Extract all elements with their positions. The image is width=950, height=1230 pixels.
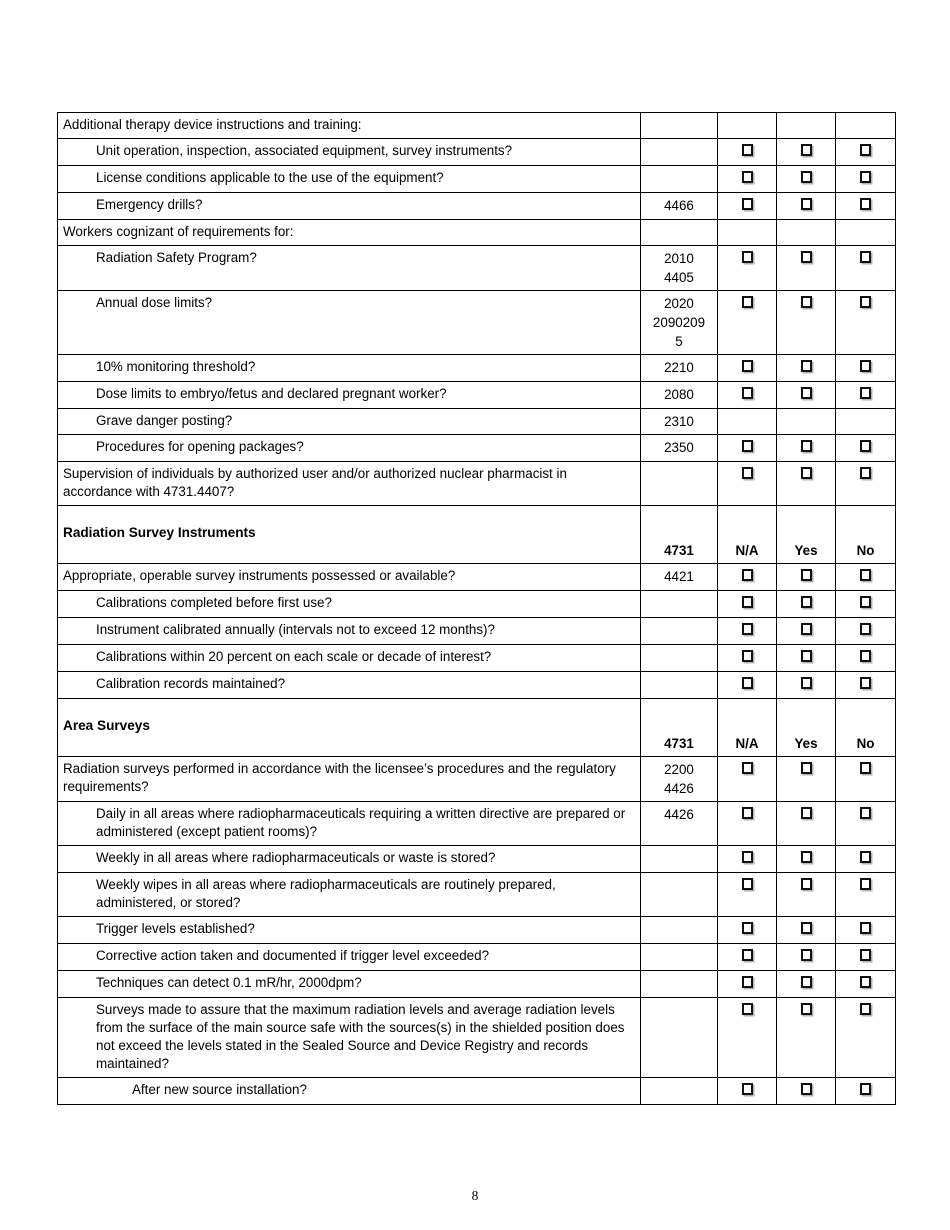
- table-row: [58, 382, 896, 409]
- code-column-header: 4731: [641, 699, 718, 757]
- no-cell: [836, 591, 896, 618]
- yes-checkbox[interactable]: [801, 851, 812, 863]
- no-column-header: No: [836, 506, 896, 564]
- na-cell: [718, 645, 777, 672]
- no-checkbox[interactable]: [860, 976, 871, 988]
- yes-checkbox[interactable]: [801, 569, 812, 581]
- code-text: 4421: [664, 569, 694, 584]
- na-column-header: N/A: [718, 699, 777, 757]
- page-number: 8: [471, 1188, 479, 1203]
- na-checkbox[interactable]: [742, 198, 753, 210]
- yes-checkbox[interactable]: [801, 296, 812, 308]
- code-cell: [641, 1078, 718, 1105]
- section-header-row: [58, 699, 896, 757]
- question-cell: [58, 757, 641, 802]
- table-row: [58, 409, 896, 435]
- no-checkbox[interactable]: [860, 360, 871, 372]
- question-cell: [58, 291, 641, 355]
- code-cell: [641, 462, 718, 506]
- code-cell: [641, 591, 718, 618]
- code-cell: [641, 435, 718, 462]
- code-cell: [641, 998, 718, 1078]
- question-text: Dose limits to embryo/fetus and declared pregnant worker?: [96, 386, 447, 401]
- question-text: Calibration records maintained?: [96, 676, 286, 691]
- no-cell: [836, 382, 896, 409]
- no-cell: [836, 564, 896, 591]
- yes-cell: [777, 409, 836, 435]
- question-cell: [58, 591, 641, 618]
- na-checkbox[interactable]: [742, 851, 753, 863]
- yes-checkbox[interactable]: [801, 1003, 812, 1015]
- question-cell: [58, 382, 641, 409]
- na-cell: [718, 846, 777, 873]
- na-cell: [718, 382, 777, 409]
- na-cell: [718, 917, 777, 944]
- code-text: 2090209: [652, 315, 706, 330]
- table-row: [58, 873, 896, 917]
- na-cell: [718, 435, 777, 462]
- no-cell: [836, 193, 896, 220]
- no-checkbox[interactable]: [860, 467, 871, 479]
- code-cell: [641, 645, 718, 672]
- no-cell: [836, 998, 896, 1078]
- yes-checkbox[interactable]: [801, 922, 812, 934]
- code-text: 5: [675, 334, 683, 349]
- question-cell: [58, 802, 641, 846]
- table-row: [58, 166, 896, 193]
- na-cell: [718, 591, 777, 618]
- code-text: 2210: [664, 360, 694, 375]
- yes-checkbox[interactable]: [801, 251, 812, 263]
- na-cell: [718, 672, 777, 699]
- question-cell: [58, 1078, 641, 1105]
- yes-checkbox[interactable]: [801, 467, 812, 479]
- code-cell: [641, 802, 718, 846]
- no-cell: [836, 846, 896, 873]
- code-cell: [641, 220, 718, 246]
- question-cell: [58, 873, 641, 917]
- na-checkbox[interactable]: [742, 467, 753, 479]
- no-checkbox[interactable]: [860, 650, 871, 662]
- code-text: 2010: [664, 251, 694, 266]
- na-checkbox[interactable]: [742, 251, 753, 263]
- no-cell: [836, 757, 896, 802]
- na-checkbox[interactable]: [742, 677, 753, 689]
- code-cell: [641, 564, 718, 591]
- yes-column-header: Yes: [777, 506, 836, 564]
- na-cell: [718, 564, 777, 591]
- question-cell: [58, 246, 641, 291]
- question-cell: [58, 672, 641, 699]
- section-header-row: [58, 506, 896, 564]
- code-text: 2080: [664, 387, 694, 402]
- no-cell: [836, 802, 896, 846]
- na-cell: [718, 618, 777, 645]
- yes-checkbox[interactable]: [801, 677, 812, 689]
- yes-checkbox[interactable]: [801, 762, 812, 774]
- no-checkbox[interactable]: [860, 251, 871, 263]
- no-cell: [836, 220, 896, 246]
- question-text: Calibrations completed before first use?: [96, 595, 332, 610]
- question-text: Trigger levels established?: [96, 921, 255, 936]
- table-row: [58, 246, 896, 291]
- no-cell: [836, 672, 896, 699]
- yes-checkbox[interactable]: [801, 623, 812, 635]
- na-checkbox[interactable]: [742, 807, 753, 819]
- question-cell: [58, 618, 641, 645]
- yes-checkbox[interactable]: [801, 387, 812, 399]
- table-row: [58, 220, 896, 246]
- na-cell: [718, 757, 777, 802]
- no-cell: [836, 139, 896, 166]
- no-cell: [836, 462, 896, 506]
- code-column-header: 4731: [641, 506, 718, 564]
- question-cell: [58, 355, 641, 382]
- code-cell: [641, 139, 718, 166]
- na-checkbox[interactable]: [742, 976, 753, 988]
- checklist-table-body: [58, 113, 896, 1105]
- code-text: 2350: [664, 440, 694, 455]
- question-text: Additional therapy device instructions and training:: [63, 117, 362, 132]
- question-cell: [58, 220, 641, 246]
- yes-cell: [777, 166, 836, 193]
- yes-cell: [777, 645, 836, 672]
- question-text: Radiation surveys performed in accordance with the licensee’s procedures and the regulatory requirements?: [63, 761, 616, 794]
- section-title: Radiation Survey Instruments: [63, 525, 256, 540]
- no-checkbox[interactable]: [860, 922, 871, 934]
- yes-cell: [777, 971, 836, 998]
- no-checkbox[interactable]: [860, 1003, 871, 1015]
- yes-column-header: Yes: [777, 699, 836, 757]
- na-checkbox[interactable]: [742, 1083, 753, 1095]
- code-text: 4426: [664, 781, 694, 796]
- question-cell: [58, 564, 641, 591]
- no-checkbox[interactable]: [860, 440, 871, 452]
- na-cell: [718, 291, 777, 355]
- question-text: 10% monitoring threshold?: [96, 359, 256, 374]
- na-checkbox[interactable]: [742, 878, 753, 890]
- table-row: [58, 944, 896, 971]
- code-cell: [641, 618, 718, 645]
- no-checkbox[interactable]: [860, 296, 871, 308]
- na-column-header: N/A: [718, 506, 777, 564]
- na-cell: [718, 220, 777, 246]
- na-checkbox[interactable]: [742, 762, 753, 774]
- table-row: [58, 998, 896, 1078]
- yes-cell: [777, 998, 836, 1078]
- no-cell: [836, 113, 896, 139]
- yes-cell: [777, 917, 836, 944]
- yes-cell: [777, 591, 836, 618]
- section-title-cell: [58, 699, 641, 757]
- code-text: 4405: [664, 270, 694, 285]
- no-cell: [836, 873, 896, 917]
- na-cell: [718, 409, 777, 435]
- na-cell: [718, 1078, 777, 1105]
- no-checkbox[interactable]: [860, 596, 871, 608]
- no-checkbox[interactable]: [860, 198, 871, 210]
- yes-cell: [777, 435, 836, 462]
- no-column-header: No: [836, 699, 896, 757]
- no-cell: [836, 409, 896, 435]
- question-cell: [58, 645, 641, 672]
- yes-cell: [777, 246, 836, 291]
- code-cell: [641, 193, 718, 220]
- no-checkbox[interactable]: [860, 807, 871, 819]
- yes-cell: [777, 220, 836, 246]
- na-cell: [718, 166, 777, 193]
- no-checkbox[interactable]: [860, 851, 871, 863]
- yes-checkbox[interactable]: [801, 144, 812, 156]
- yes-cell: [777, 564, 836, 591]
- yes-cell: [777, 1078, 836, 1105]
- table-row: [58, 435, 896, 462]
- question-cell: [58, 846, 641, 873]
- yes-checkbox[interactable]: [801, 949, 812, 961]
- question-cell: [58, 409, 641, 435]
- code-cell: [641, 971, 718, 998]
- question-cell: [58, 193, 641, 220]
- question-text: Unit operation, inspection, associated equipment, survey instruments?: [96, 143, 513, 158]
- question-cell: [58, 113, 641, 139]
- no-cell: [836, 166, 896, 193]
- question-text: Grave danger posting?: [96, 413, 233, 428]
- na-cell: [718, 944, 777, 971]
- code-cell: [641, 382, 718, 409]
- no-checkbox[interactable]: [860, 677, 871, 689]
- yes-cell: [777, 802, 836, 846]
- na-cell: [718, 802, 777, 846]
- code-text: 4466: [664, 198, 694, 213]
- table-row: [58, 564, 896, 591]
- question-cell: [58, 917, 641, 944]
- code-cell: [641, 246, 718, 291]
- yes-cell: [777, 113, 836, 139]
- code-text: 2020: [664, 296, 694, 311]
- no-checkbox[interactable]: [860, 949, 871, 961]
- na-checkbox[interactable]: [742, 1003, 753, 1015]
- no-cell: [836, 435, 896, 462]
- yes-cell: [777, 139, 836, 166]
- table-row: [58, 1078, 896, 1105]
- na-cell: [718, 246, 777, 291]
- na-cell: [718, 355, 777, 382]
- code-cell: [641, 409, 718, 435]
- no-checkbox[interactable]: [860, 144, 871, 156]
- table-row: [58, 672, 896, 699]
- yes-checkbox[interactable]: [801, 171, 812, 183]
- na-cell: [718, 971, 777, 998]
- yes-cell: [777, 757, 836, 802]
- na-cell: [718, 139, 777, 166]
- yes-cell: [777, 291, 836, 355]
- na-cell: [718, 462, 777, 506]
- table-row: [58, 139, 896, 166]
- na-checkbox[interactable]: [742, 171, 753, 183]
- question-text: License conditions applicable to the use of the equipment?: [96, 170, 444, 185]
- yes-cell: [777, 618, 836, 645]
- question-text: Workers cognizant of requirements for:: [63, 224, 294, 239]
- no-checkbox[interactable]: [860, 387, 871, 399]
- table-row: [58, 846, 896, 873]
- yes-checkbox[interactable]: [801, 440, 812, 452]
- yes-checkbox[interactable]: [801, 976, 812, 988]
- table-row: [58, 757, 896, 802]
- yes-cell: [777, 355, 836, 382]
- no-checkbox[interactable]: [860, 569, 871, 581]
- table-row: [58, 802, 896, 846]
- question-cell: [58, 139, 641, 166]
- na-checkbox[interactable]: [742, 360, 753, 372]
- yes-checkbox[interactable]: [801, 878, 812, 890]
- code-text: 4426: [664, 807, 694, 822]
- question-text: Emergency drills?: [96, 197, 203, 212]
- code-cell: [641, 113, 718, 139]
- code-cell: [641, 355, 718, 382]
- na-checkbox[interactable]: [742, 387, 753, 399]
- no-cell: [836, 1078, 896, 1105]
- no-checkbox[interactable]: [860, 1083, 871, 1095]
- na-checkbox[interactable]: [742, 623, 753, 635]
- question-text: Calibrations within 20 percent on each scale or decade of interest?: [96, 649, 492, 664]
- na-checkbox[interactable]: [742, 144, 753, 156]
- question-cell: [58, 998, 641, 1078]
- yes-cell: [777, 873, 836, 917]
- code-cell: [641, 944, 718, 971]
- no-cell: [836, 917, 896, 944]
- table-row: [58, 618, 896, 645]
- yes-checkbox[interactable]: [801, 360, 812, 372]
- no-checkbox[interactable]: [860, 171, 871, 183]
- question-text: Corrective action taken and documented if trigger level exceeded?: [96, 948, 490, 963]
- code-cell: [641, 846, 718, 873]
- code-cell: [641, 757, 718, 802]
- question-text: Procedures for opening packages?: [96, 439, 304, 454]
- question-text: After new source installation?: [132, 1082, 307, 1097]
- question-cell: [58, 971, 641, 998]
- table-row: [58, 971, 896, 998]
- na-checkbox[interactable]: [742, 949, 753, 961]
- table-row: [58, 917, 896, 944]
- question-text: Appropriate, operable survey instruments possessed or available?: [63, 568, 456, 583]
- section-title: Area Surveys: [63, 718, 150, 733]
- no-checkbox[interactable]: [860, 878, 871, 890]
- table-row: [58, 291, 896, 355]
- na-checkbox[interactable]: [742, 440, 753, 452]
- question-text: Daily in all areas where radiopharmaceuticals requiring a written directive are prepared or administered (except patient rooms)?: [96, 806, 626, 839]
- question-text: Weekly in all areas where radiopharmaceuticals or waste is stored?: [96, 850, 496, 865]
- yes-cell: [777, 462, 836, 506]
- question-cell: [58, 944, 641, 971]
- yes-cell: [777, 944, 836, 971]
- table-row: [58, 591, 896, 618]
- yes-checkbox[interactable]: [801, 650, 812, 662]
- no-cell: [836, 944, 896, 971]
- question-text: Radiation Safety Program?: [96, 250, 257, 265]
- code-text: 2310: [664, 414, 694, 429]
- na-cell: [718, 998, 777, 1078]
- na-checkbox[interactable]: [742, 922, 753, 934]
- section-title-cell: [58, 506, 641, 564]
- na-cell: [718, 873, 777, 917]
- table-row: [58, 645, 896, 672]
- table-row: [58, 193, 896, 220]
- yes-cell: [777, 846, 836, 873]
- no-cell: [836, 645, 896, 672]
- question-cell: [58, 462, 641, 506]
- code-text: 2200: [664, 762, 694, 777]
- yes-cell: [777, 193, 836, 220]
- na-checkbox[interactable]: [742, 296, 753, 308]
- code-cell: [641, 166, 718, 193]
- yes-cell: [777, 672, 836, 699]
- na-checkbox[interactable]: [742, 650, 753, 662]
- na-cell: [718, 113, 777, 139]
- na-cell: [718, 193, 777, 220]
- table-row: [58, 355, 896, 382]
- question-cell: [58, 166, 641, 193]
- yes-checkbox[interactable]: [801, 1083, 812, 1095]
- yes-cell: [777, 382, 836, 409]
- no-checkbox[interactable]: [860, 762, 871, 774]
- no-cell: [836, 291, 896, 355]
- no-cell: [836, 618, 896, 645]
- code-cell: [641, 672, 718, 699]
- table-row: [58, 462, 896, 506]
- no-cell: [836, 355, 896, 382]
- yes-checkbox[interactable]: [801, 596, 812, 608]
- na-checkbox[interactable]: [742, 596, 753, 608]
- no-cell: [836, 971, 896, 998]
- no-checkbox[interactable]: [860, 623, 871, 635]
- question-text: Techniques can detect 0.1 mR/hr, 2000dpm?: [96, 975, 362, 990]
- yes-checkbox[interactable]: [801, 807, 812, 819]
- question-text: Surveys made to assure that the maximum radiation levels and average radiation levels from the surface of the main source safe with the sources(s) in the shielded position does not exceed the levels stated in the Sealed Source and Device Registry and records maintained?: [96, 1002, 625, 1071]
- inspection-checklist-table: [57, 112, 896, 1105]
- question-text: Annual dose limits?: [96, 295, 213, 310]
- question-text: Weekly wipes in all areas where radiopharmaceuticals are routinely prepared, administered, or stored?: [96, 877, 556, 910]
- code-cell: [641, 291, 718, 355]
- question-cell: [58, 435, 641, 462]
- code-cell: [641, 917, 718, 944]
- na-checkbox[interactable]: [742, 569, 753, 581]
- no-cell: [836, 246, 896, 291]
- question-text: Instrument calibrated annually (intervals not to exceed 12 months)?: [96, 622, 495, 637]
- question-text: Supervision of individuals by authorized user and/or authorized nuclear pharmacist in accordance with 4731.4407?: [63, 466, 567, 499]
- code-cell: [641, 873, 718, 917]
- yes-checkbox[interactable]: [801, 198, 812, 210]
- table-row: [58, 113, 896, 139]
